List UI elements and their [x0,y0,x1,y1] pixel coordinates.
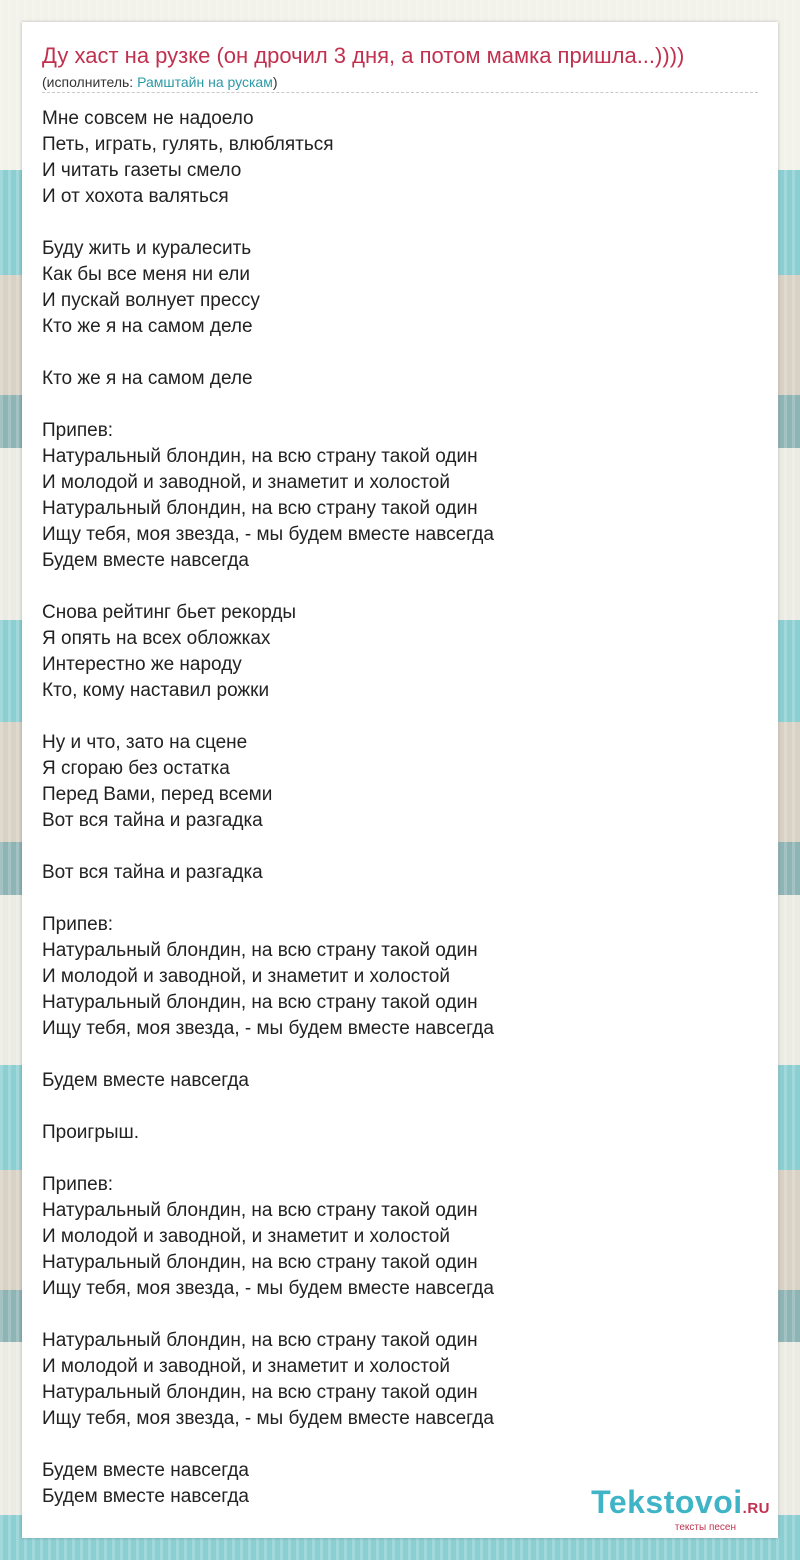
lyrics-line: Натуральный блондин, на всю страну такой один [42,1252,478,1273]
lyrics-line: Ищу тебя, моя звезда, - мы будем вместе навсегда [42,1408,494,1429]
lyrics-line: Я сгораю без остатка [42,758,230,779]
lyrics-line: Кто же я на самом деле [42,316,253,337]
lyrics-line: Будем вместе навсегда [42,1486,249,1507]
lyrics-line: Припев: [42,914,114,935]
lyrics-blank-line [42,1094,758,1120]
lyrics-line: Перед Вами, перед всеми [42,784,273,805]
lyrics-line: Натуральный блондин, на всю страну такой один [42,1382,478,1403]
lyrics-line: Натуральный блондин, на всю страну такой один [42,1330,478,1351]
lyrics-line: Проигрыш. [42,1122,140,1143]
lyrics-line: Припев: [42,420,114,441]
lyrics-line: Натуральный блондин, на всю страну такой один [42,498,478,519]
lyrics-line: Ищу тебя, моя звезда, - мы будем вместе навсегда [42,1278,494,1299]
lyrics-line: И молодой и заводной, и знаметит и холостой [42,472,450,493]
lyrics-blank-line [42,1042,758,1068]
lyrics-blank-line [42,1302,758,1328]
lyrics-line: Мне совсем не надоело [42,108,254,129]
logo-domain: .RU [742,1500,770,1517]
lyrics-blank-line [42,392,758,418]
lyrics-line: Петь, играть, гулять, влюбляться [42,134,334,155]
lyrics-line: Вот вся тайна и разгадка [42,810,263,831]
lyrics-line: Припев: [42,1174,114,1195]
lyrics-line: Будем вместе навсегда [42,1070,249,1091]
lyrics-line: И молодой и заводной, и знаметит и холостой [42,1226,450,1247]
lyrics-line: Вот вся тайна и разгадка [42,862,263,883]
artist-link[interactable]: Рамштайн на рускам [137,74,273,90]
song-title: Ду хаст на рузке (он дрочил 3 дня, а потом мамка пришла...)))) [42,43,685,68]
lyrics-line: И молодой и заводной, и знаметит и холостой [42,966,450,987]
lyrics-line: Ну и что, зато на сцене [42,732,248,753]
lyrics-line: И от хохота валяться [42,186,229,207]
lyrics-line: И молодой и заводной, и знаметит и холостой [42,1356,450,1377]
lyrics-line: Будем вместе навсегда [42,550,249,571]
lyrics-line: Я опять на всех обложках [42,628,271,649]
lyrics-blank-line [42,704,758,730]
lyrics-line: Ищу тебя, моя звезда, - мы будем вместе навсегда [42,524,494,545]
lyrics-blank-line [42,886,758,912]
lyrics-line: Как бы все меня ни ели [42,264,250,285]
lyrics-body [42,106,758,1510]
lyrics-blank-line [42,834,758,860]
lyrics-line: Будем вместе навсегда [42,1460,249,1481]
lyrics-line: И читать газеты смело [42,160,242,181]
lyrics-line: Буду жить и куралесить [42,238,252,259]
artist-prefix: (исполнитель: [42,74,138,90]
lyrics-line: И пускай волнует прессу [42,290,260,311]
lyrics-card [22,22,778,1538]
lyrics-line: Кто же я на самом деле [42,368,253,389]
lyrics-line: Натуральный блондин, на всю страну такой один [42,446,478,467]
lyrics-line: Интерестно же народу [42,654,242,675]
lyrics-line: Кто, кому наставил рожки [42,680,270,701]
lyrics-line: Натуральный блондин, на всю страну такой один [42,1200,478,1221]
lyrics-blank-line [42,210,758,236]
artist-byline [42,73,278,91]
lyrics-blank-line [42,574,758,600]
artist-suffix: ) [272,74,278,90]
title-divider [42,92,758,93]
lyrics-line: Натуральный блондин, на всю страну такой один [42,992,478,1013]
logo-text: Tekstovoi [591,1484,743,1520]
lyrics-line: Ищу тебя, моя звезда, - мы будем вместе навсегда [42,1018,494,1039]
lyrics-blank-line [42,1146,758,1172]
lyrics-line: Снова рейтинг бьет рекорды [42,602,297,623]
lyrics-line: Натуральный блондин, на всю страну такой один [42,940,478,961]
site-logo[interactable] [591,1485,770,1534]
logo-tagline: тексты песен [674,1522,736,1533]
lyrics-blank-line [42,340,758,366]
lyrics-blank-line [42,1432,758,1458]
